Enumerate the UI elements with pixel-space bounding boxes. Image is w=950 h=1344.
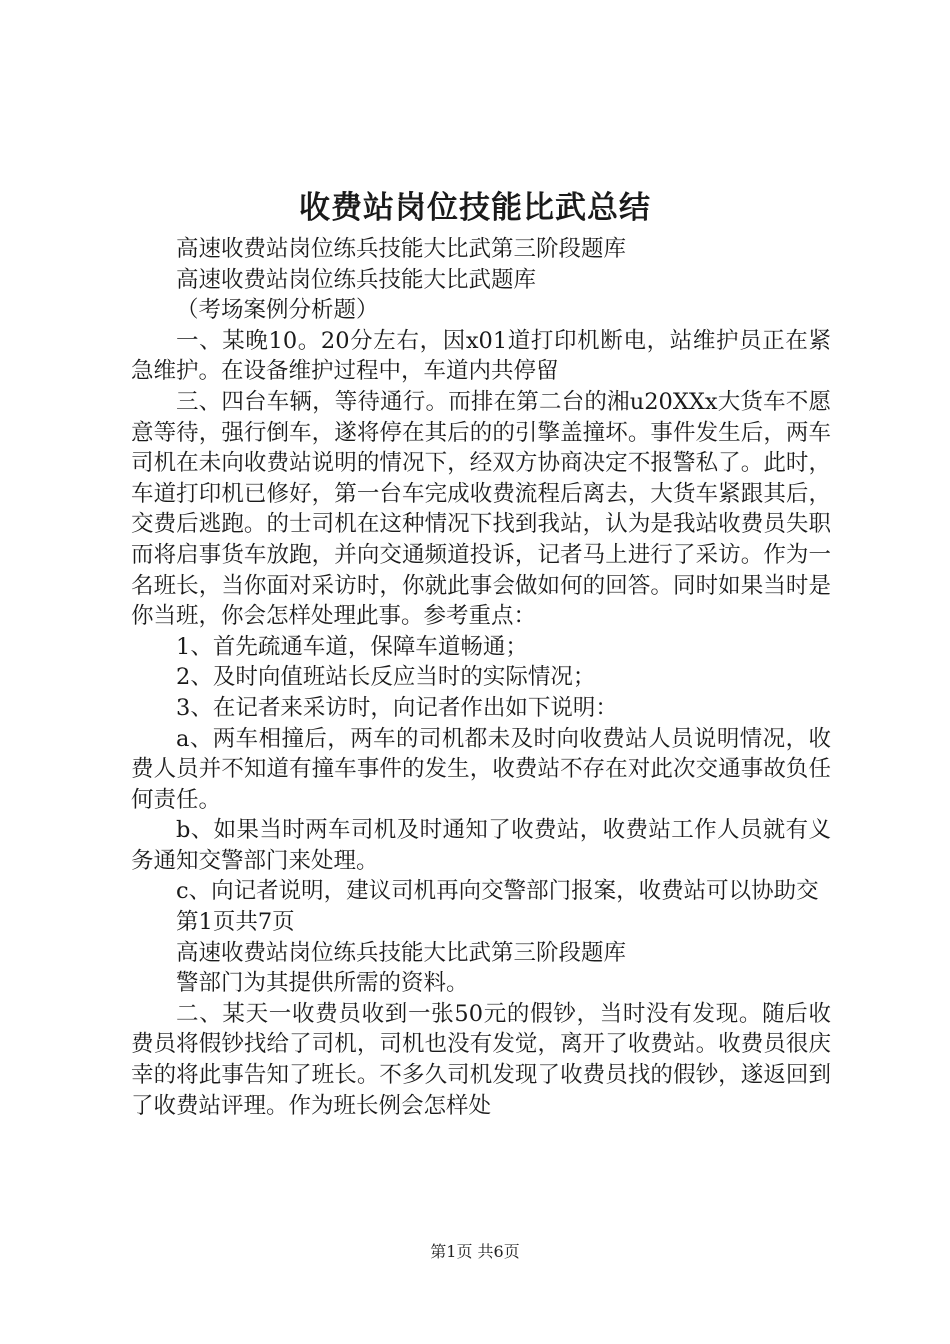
inline-page-marker: 第1页共7页 <box>176 909 295 936</box>
page-title: 收费站岗位技能比武总结 <box>299 190 651 226</box>
paragraph: 二、某天一收费员收到一张50元的假钞，当时没有发现。随后收费员将假钞找给了司机，司机也没有发觉，离开了收费站。收费员很庆幸的将此事告知了班长。不多久司机发现了收费员找的假钞，遂返回到了收费站评理。作为班长例会怎样处 <box>131 1000 831 1119</box>
paragraph: 高速收费站岗位练兵技能大比武第三阶段题库 <box>176 236 627 262</box>
paragraph: 3、在记者来采访时，向记者作出如下说明： <box>176 694 618 721</box>
paragraph: a、两车相撞后，两车的司机都未及时向收费站人员说明情况，收费人员并不知道有撞车事件的发生，收费站不存在对此次交通事故负任何责任。 <box>131 725 831 813</box>
paragraph: c、向记者说明，建议司机再向交警部门报案，收费站可以协助交 <box>176 878 819 905</box>
paragraph: 警部门为其提供所需的资料。 <box>176 970 469 997</box>
paragraph: 三、四台车辆，等待通行。而排在第二台的湘u20XXx大货车不愿意等待，强行倒车，遂将停在其后的的引擎盖撞坏。事件发生后，两车司机在未向收费站说明的情况下，经双方协商决定不报警私了。此时，车道打印机已修好，第一台车完成收费流程后离去，大货车紧跟其后，交费后逃跑。的士司机在这种情况下找到我站，认为是我站收费员失职而将启事货车放跑，并向交通频道投诉，记者马上进行了采访。作为一名班长，当你面对采访时，你就此事会做如何的回答。同时如果当时是你当班，你会怎样处理此事。参考重点： <box>131 388 831 630</box>
paragraph: 高速收费站岗位练兵技能大比武第三阶段题库 <box>176 939 627 966</box>
paragraph: b、如果当时两车司机及时通知了收费站，收费站工作人员就有义务通知交警部门来处理。 <box>131 817 831 874</box>
page-footer: 第1页 共6页 <box>430 1242 520 1261</box>
paragraph: 2、及时向值班站长反应当时的实际情况； <box>176 664 596 691</box>
paragraph: 1、首先疏通车道，保障车道畅通； <box>176 633 528 660</box>
paragraph: （考场案例分析题） <box>176 297 379 324</box>
paragraph: 一、某晚10。20分左右，因x01道打印机断电，站维护员正在紧急维护。在设备维护过程中，车道内共停留 <box>131 327 831 385</box>
paragraph: 高速收费站岗位练兵技能大比武题库 <box>176 266 537 293</box>
document-body <box>131 234 831 1121</box>
